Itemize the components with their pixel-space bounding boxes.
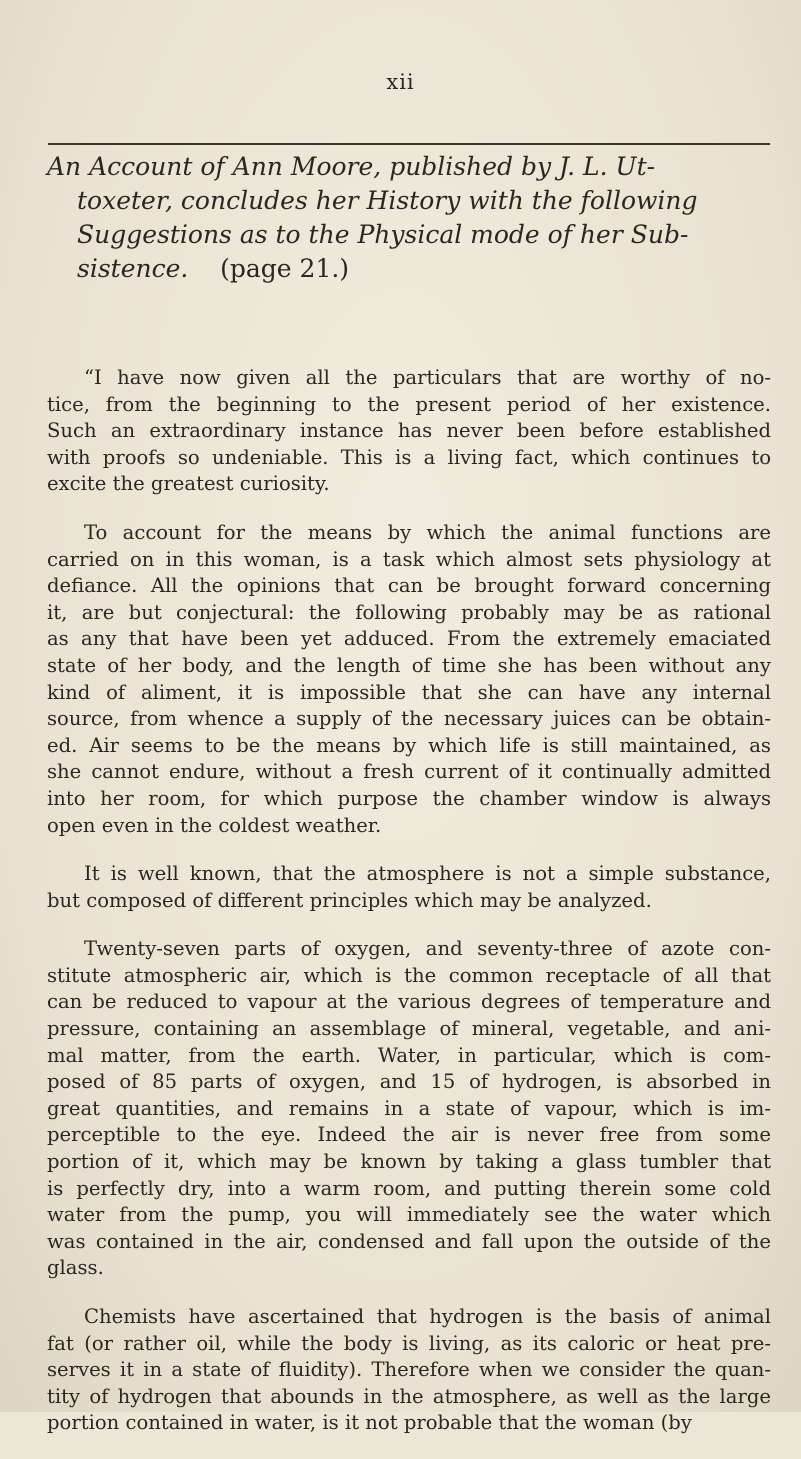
text-line: she cannot endure, without a fresh current of it continually admitted xyxy=(47,760,771,784)
paragraph xyxy=(47,861,771,914)
text-line: stitute atmospheric air, which is the common receptacle of all that xyxy=(47,963,771,987)
text-line: glass. xyxy=(47,1256,104,1280)
text-line: portion of it, which may be known by taking a glass tumbler that xyxy=(47,1150,771,1174)
text-line: serves it in a state of fluidity). Therefore when we consider the quan- xyxy=(47,1358,771,1382)
heading-line: Suggestions as to the Physical mode of her Sub- xyxy=(77,220,689,249)
paragraph xyxy=(47,1304,771,1437)
text-line: was contained in the air, condensed and fall upon the outside of the xyxy=(47,1229,771,1253)
text-line: state of her body, and the length of time she has been without any xyxy=(47,653,771,677)
paragraph xyxy=(47,936,771,1282)
text-line: can be reduced to vapour at the various degrees of temperature and xyxy=(47,990,771,1014)
text-line: open even in the coldest weather. xyxy=(47,813,382,837)
text-line: tice, from the beginning to the present period of her existence. xyxy=(47,392,771,416)
text-line: Twenty-seven parts of oxygen, and seventy-three of azote con- xyxy=(84,937,771,961)
section-heading xyxy=(47,150,773,286)
text-line: is perfectly dry, into a warm room, and putting therein some cold xyxy=(47,1176,771,1200)
text-line: ed. Air seems to be the means by which life is still maintained, as xyxy=(47,733,771,757)
page-number: xii xyxy=(386,70,415,94)
text-line: it, are but conjectural: the following probably may be as rational xyxy=(47,600,771,624)
heading-line: An Account of Ann Moore, published by J. L. Ut- xyxy=(47,152,656,181)
text-line: “I have now given all the particulars that are worthy of no- xyxy=(84,366,771,389)
text-line: Such an extraordinary instance has never been before established xyxy=(47,419,771,443)
heading-line: toxeter, concludes her History with the following xyxy=(77,186,698,215)
text-line: portion contained in water, is it not probable that the woman (by xyxy=(47,1411,692,1435)
text-line: carried on in this woman, is a task which almost sets physiology at xyxy=(47,547,771,571)
text-line: with proofs so undeniable. This is a living fact, which continues to xyxy=(47,445,771,469)
text-line: as any that have been yet adduced. From the extremely emaciated xyxy=(47,627,771,651)
text-line: To account for the means by which the animal functions are xyxy=(84,520,771,544)
text-line: source, from whence a supply of the necessary juices can be obtain- xyxy=(47,707,771,731)
text-line: pressure, containing an assemblage of mineral, vegetable, and ani- xyxy=(47,1017,771,1041)
body-text xyxy=(47,365,771,1459)
text-line: but composed of different principles which may be analyzed. xyxy=(47,888,652,912)
text-line: mal matter, from the earth. Water, in particular, which is com- xyxy=(47,1043,771,1067)
text-line: defiance. All the opinions that can be brought forward concerning xyxy=(47,574,771,598)
heading-line-last xyxy=(47,252,773,286)
text-line: water from the pump, you will immediately see the water which xyxy=(47,1203,771,1227)
text-line: It is well known, that the atmosphere is not a simple substance, xyxy=(84,862,771,886)
text-line: perceptible to the eye. Indeed the air is never free from some xyxy=(47,1123,771,1147)
text-line: fat (or rather oil, while the body is living, as its caloric or heat pre- xyxy=(47,1331,771,1355)
text-line: excite the greatest curiosity. xyxy=(47,472,330,496)
heading-last-text: sistence. xyxy=(77,254,189,283)
text-line: into her room, for which purpose the chamber window is always xyxy=(47,786,771,810)
header-rule xyxy=(48,143,770,145)
text-line: great quantities, and remains in a state of vapour, which is im- xyxy=(47,1096,771,1120)
text-line: Chemists have ascertained that hydrogen is the basis of animal xyxy=(84,1305,771,1328)
page-reference: (page 21.) xyxy=(220,254,350,283)
paragraph xyxy=(47,520,771,839)
text-line: kind of aliment, it is impossible that she can have any internal xyxy=(47,680,771,704)
text-line: posed of 85 parts of oxygen, and 15 of hydrogen, is absorbed in xyxy=(47,1070,771,1094)
text-line: tity of hydrogen that abounds in the atmosphere, as well as the large xyxy=(47,1384,771,1408)
paragraph xyxy=(47,365,771,498)
